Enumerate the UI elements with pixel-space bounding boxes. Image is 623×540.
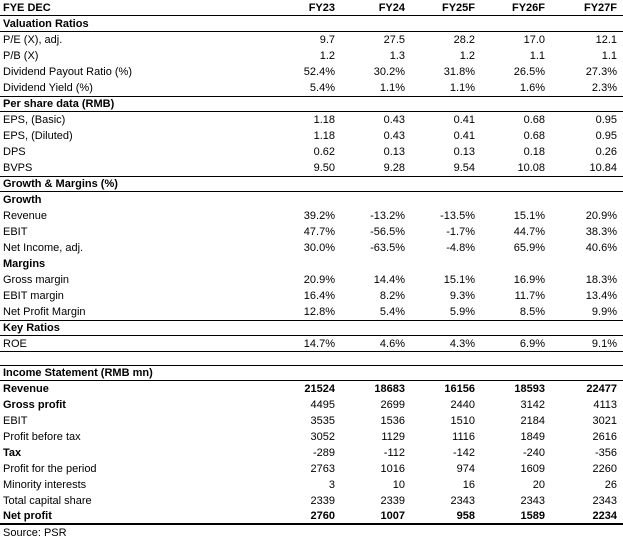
- cell-value: -289: [312, 447, 335, 459]
- row-label: Gross profit: [3, 399, 66, 411]
- row-label: Valuation Ratios: [3, 17, 89, 30]
- cell-value: 9.1%: [591, 337, 617, 350]
- cell-value: 16156: [444, 383, 475, 395]
- cell-value: 65.9%: [513, 242, 545, 254]
- section-header-row: [0, 176, 623, 192]
- cell-value: 47.7%: [303, 226, 335, 238]
- cell-value: 5.4%: [309, 82, 335, 94]
- row-label: EPS, (Diluted): [3, 130, 73, 142]
- cell-value: 9.7: [319, 34, 335, 46]
- cell-value: 52.4%: [303, 66, 335, 78]
- cell-value: 31.8%: [443, 66, 475, 78]
- row-label: EBIT: [3, 415, 28, 427]
- cell-value: 22477: [586, 383, 617, 395]
- cell-value: 2699: [380, 399, 405, 411]
- cell-value: 2.3%: [591, 82, 617, 94]
- cell-value: 1589: [520, 510, 545, 522]
- cell-value: 30.2%: [373, 66, 405, 78]
- cell-value: -63.5%: [370, 242, 405, 254]
- section-header-row: [0, 320, 623, 336]
- cell-value: 10.08: [517, 162, 545, 174]
- cell-value: 9.50: [313, 162, 335, 174]
- cell-value: 1.2: [319, 50, 335, 62]
- row-label: Gross margin: [3, 274, 70, 286]
- section-header-row: [0, 365, 623, 381]
- cell-value: 1536: [380, 415, 405, 427]
- cell-value: 14.7%: [303, 337, 335, 350]
- cell-value: 20.9%: [585, 210, 617, 222]
- row-label: P/E (X), adj.: [3, 34, 63, 46]
- cell-value: 0.43: [383, 130, 405, 142]
- table-header-label: FYE DEC: [3, 1, 51, 14]
- cell-value: 12.1: [595, 34, 617, 46]
- table-row: [0, 381, 623, 397]
- cell-value: 0.68: [523, 114, 545, 126]
- cell-value: 18.3%: [585, 274, 617, 286]
- row-label: P/B (X): [3, 50, 39, 62]
- cell-value: 16.9%: [513, 274, 545, 286]
- cell-value: -356: [594, 447, 617, 459]
- source-note: Source: PSR: [3, 527, 67, 539]
- cell-value: 1.3: [389, 50, 405, 62]
- cell-value: -142: [452, 447, 475, 459]
- cell-value: 4495: [310, 399, 335, 411]
- cell-value: 1.1: [601, 50, 617, 62]
- column-header: FY27F: [583, 1, 617, 14]
- cell-value: 3: [328, 479, 335, 491]
- row-label: Margins: [3, 258, 46, 270]
- cell-value: 958: [456, 510, 475, 522]
- cell-value: 30.0%: [303, 242, 335, 254]
- cell-value: 1849: [520, 431, 545, 443]
- cell-value: 16: [462, 479, 475, 491]
- cell-value: 1.18: [313, 130, 335, 142]
- cell-value: 9.9%: [591, 306, 617, 318]
- cell-value: 2616: [592, 431, 617, 443]
- table-row: [0, 509, 623, 525]
- cell-value: 18593: [514, 383, 545, 395]
- table-row: [0, 288, 623, 304]
- cell-value: 1.6%: [519, 82, 545, 94]
- cell-value: 2343: [450, 495, 475, 507]
- cell-value: 2184: [520, 415, 545, 427]
- cell-value: 39.2%: [303, 210, 335, 222]
- cell-value: 9.28: [383, 162, 405, 174]
- cell-value: 5.4%: [379, 306, 405, 318]
- cell-value: 26: [604, 479, 617, 491]
- cell-value: 4.3%: [449, 337, 475, 350]
- row-label: Dividend Yield (%): [3, 82, 93, 94]
- cell-value: 1510: [450, 415, 475, 427]
- cell-value: -112: [383, 447, 405, 459]
- cell-value: 2343: [592, 495, 617, 507]
- row-label: Growth & Margins (%): [3, 178, 118, 190]
- cell-value: 16.4%: [303, 290, 335, 302]
- column-header: FY26F: [511, 1, 545, 14]
- cell-value: 10.84: [589, 162, 617, 174]
- column-header: FY24: [378, 1, 405, 14]
- cell-value: -13.5%: [440, 210, 475, 222]
- cell-value: 974: [456, 463, 475, 475]
- cell-value: 0.13: [453, 146, 475, 158]
- cell-value: 18683: [374, 383, 405, 395]
- source-row: [0, 525, 623, 540]
- row-label: Profit before tax: [3, 431, 81, 443]
- section-header-row: [0, 96, 623, 112]
- row-label: BVPS: [3, 162, 33, 174]
- table-row: [0, 48, 623, 64]
- cell-value: 2234: [592, 510, 617, 522]
- row-label: Minority interests: [3, 479, 87, 491]
- cell-value: 0.41: [453, 130, 475, 142]
- cell-value: 44.7%: [513, 226, 545, 238]
- row-label: EPS, (Basic): [3, 114, 66, 126]
- cell-value: 11.7%: [514, 290, 545, 302]
- cell-value: 2763: [310, 463, 335, 475]
- cell-value: 40.6%: [585, 242, 617, 254]
- cell-value: 2260: [592, 463, 617, 475]
- table-row: [0, 477, 623, 493]
- table-row: [0, 128, 623, 144]
- subsection-header-row: [0, 192, 623, 208]
- table-row: [0, 240, 623, 256]
- cell-value: 1116: [452, 431, 475, 443]
- table-header-row: [0, 0, 623, 16]
- cell-value: 0.41: [453, 114, 475, 126]
- column-header: FY25F: [441, 1, 475, 14]
- cell-value: -1.7%: [446, 226, 475, 238]
- cell-value: 2440: [450, 399, 475, 411]
- spacer-row: [0, 352, 623, 365]
- cell-value: 3535: [310, 415, 335, 427]
- cell-value: 17.0: [523, 34, 545, 46]
- cell-value: 6.9%: [519, 337, 545, 350]
- cell-value: 0.95: [595, 114, 617, 126]
- row-label: DPS: [3, 146, 26, 158]
- table-row: [0, 336, 623, 352]
- cell-value: 1016: [380, 463, 405, 475]
- row-label: Net Profit Margin: [3, 306, 86, 318]
- cell-value: 0.13: [383, 146, 405, 158]
- cell-value: 2339: [380, 495, 405, 507]
- cell-value: 20: [532, 479, 545, 491]
- cell-value: 9.3%: [449, 290, 475, 302]
- row-label: Profit for the period: [3, 463, 97, 475]
- row-label: Tax: [3, 447, 22, 459]
- table-row: [0, 397, 623, 413]
- cell-value: 12.8%: [303, 306, 335, 318]
- column-header: FY23: [308, 1, 335, 14]
- cell-value: 0.18: [523, 146, 545, 158]
- cell-value: 20.9%: [303, 274, 335, 286]
- cell-value: 3021: [592, 415, 617, 427]
- cell-value: 8.5%: [519, 306, 545, 318]
- cell-value: 15.1%: [443, 274, 475, 286]
- table-row: [0, 224, 623, 240]
- cell-value: 3142: [520, 399, 545, 411]
- cell-value: -4.8%: [446, 242, 475, 254]
- cell-value: 10: [392, 479, 405, 491]
- cell-value: 4.6%: [379, 337, 405, 350]
- cell-value: 1.2: [459, 50, 475, 62]
- cell-value: 28.2: [453, 34, 475, 46]
- cell-value: 15.1%: [513, 210, 545, 222]
- table-row: [0, 272, 623, 288]
- cell-value: -240: [522, 447, 545, 459]
- cell-value: 21524: [304, 383, 335, 395]
- section-header-row: [0, 16, 623, 32]
- row-label: EBIT margin: [3, 290, 64, 302]
- table-row: [0, 160, 623, 176]
- cell-value: 1.18: [313, 114, 335, 126]
- cell-value: 3052: [310, 431, 335, 443]
- cell-value: 9.54: [453, 162, 475, 174]
- cell-value: -13.2%: [370, 210, 405, 222]
- row-label: Dividend Payout Ratio (%): [3, 66, 133, 78]
- cell-value: 4113: [593, 399, 617, 411]
- table-row: [0, 208, 623, 224]
- table-row: [0, 64, 623, 80]
- cell-value: 0.68: [523, 130, 545, 142]
- cell-value: 27.3%: [585, 66, 617, 78]
- row-label: Revenue: [3, 210, 48, 222]
- row-label: EBIT: [3, 226, 28, 238]
- table-row: [0, 461, 623, 477]
- row-label: Per share data (RMB): [3, 98, 115, 110]
- row-label: Key Ratios: [3, 322, 60, 334]
- table-row: [0, 429, 623, 445]
- cell-value: 0.26: [595, 146, 617, 158]
- row-label: ROE: [3, 337, 27, 350]
- cell-value: 0.62: [313, 146, 335, 158]
- subsection-header-row: [0, 256, 623, 272]
- cell-value: 0.43: [383, 114, 405, 126]
- cell-value: 1.1%: [379, 82, 405, 94]
- row-label: Growth: [3, 194, 42, 206]
- cell-value: 26.5%: [513, 66, 545, 78]
- table-row: [0, 144, 623, 160]
- cell-value: 2343: [520, 495, 545, 507]
- table-row: [0, 32, 623, 48]
- cell-value: 27.5: [383, 34, 405, 46]
- cell-value: 1129: [381, 431, 405, 443]
- cell-value: 2339: [310, 495, 335, 507]
- table-row: [0, 112, 623, 128]
- cell-value: 5.9%: [449, 306, 475, 318]
- cell-value: 13.4%: [585, 290, 617, 302]
- cell-value: 1007: [380, 510, 405, 522]
- row-label: Net Income, adj.: [3, 242, 84, 254]
- cell-value: 2760: [310, 510, 335, 522]
- cell-value: 14.4%: [373, 274, 405, 286]
- table-row: [0, 413, 623, 429]
- row-label: Total capital share: [3, 495, 92, 507]
- cell-value: -56.5%: [370, 226, 405, 238]
- cell-value: 8.2%: [379, 290, 405, 302]
- cell-value: 1.1%: [449, 82, 475, 94]
- table-row: [0, 445, 623, 461]
- cell-value: 1.1: [529, 50, 545, 62]
- row-label: Net profit: [3, 510, 52, 522]
- cell-value: 1609: [520, 463, 545, 475]
- table-row: [0, 80, 623, 96]
- cell-value: 0.95: [595, 130, 617, 142]
- cell-value: 38.3%: [585, 226, 617, 238]
- row-label: Income Statement (RMB mn): [3, 367, 153, 379]
- table-row: [0, 493, 623, 509]
- table-row: [0, 304, 623, 320]
- row-label: Revenue: [3, 383, 49, 395]
